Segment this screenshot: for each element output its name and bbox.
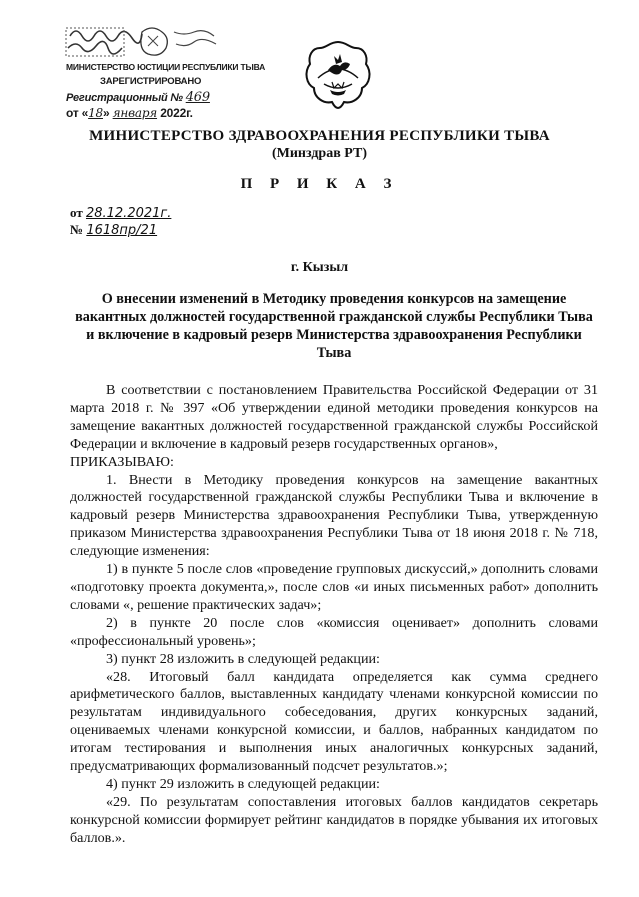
body-paragraph: 4) пункт 29 изложить в следующей редакции: — [106, 775, 380, 792]
order-date-label: от — [70, 205, 83, 220]
order-number-value: 1618пр/21 — [86, 223, 158, 238]
coat-of-arms-emblem — [306, 40, 370, 112]
order-number-label: № — [70, 222, 84, 237]
city-name: г. Кызыл — [290, 260, 349, 275]
body-paragraph: 1. Внести в Методику проведения конкурсов на замещение вакантных должностей государственной гражданской службы Республики Тыва и включение в кадровый резерв Министерства здравоохранения Республики Тыва, утвержденную приказом Министерства здравоохранения Республики Тыва от 18 июня 2018 г. № 718, следующие изменения: — [70, 471, 598, 560]
body-paragraph-order-word: ПРИКАЗЫВАЮ: — [70, 453, 174, 470]
order-date-value: 28.12.2021г. — [85, 206, 172, 221]
stamp-date-line — [66, 106, 193, 120]
order-number-line — [70, 222, 157, 238]
body-paragraph: «29. По результатам сопоставления итоговых баллов кандидатов секретарь конкурсной комиссии формирует рейтинг кандидатов в порядке убывания их итоговых баллов.». — [70, 793, 598, 846]
stamp-registration-number: 469 — [185, 90, 210, 105]
stamp-date-day: 18 — [88, 106, 103, 120]
body-paragraph: 3) пункт 28 изложить в следующей редакции: — [106, 650, 380, 667]
stamp-date-month: января — [112, 106, 158, 120]
body-paragraph: «28. Итоговый балл кандидата определяется как сумма среднего арифметического баллов, выставленных кандидату членами конкурсной комиссии по результатам индивидуального собеседования, других конкурсных заданий, оцениваемых членами конкурсной комиссии, и баллов, набранных кандидатом по итогам тестирования и выполнения иных аналогичных конкурсных заданий, предусматривающих формализованный подсчет результатов.»; — [70, 668, 598, 775]
stamp-registration-number-line — [66, 90, 210, 105]
registration-stamp — [62, 22, 266, 126]
body-paragraph: 1) в пункте 5 после слов «проведение групповых дискуссий,» дополнить словами «подготовку проекта документа,», после слов «и иных письменных работ» дополнить словами «, решение практических задач»; — [70, 561, 598, 613]
body-paragraph: 2) в пункте 20 после слов «комиссия оценивает» дополнить словами «профессиональный уровень»; — [70, 614, 598, 649]
stamp-registration-label: Регистрационный № — [66, 92, 183, 104]
order-date-line — [70, 205, 171, 221]
stamp-date-year: 2022г. — [160, 106, 193, 120]
stamp-date-label: от « — [66, 106, 89, 120]
document-body — [70, 382, 598, 848]
ministry-abbreviation: (Минздрав РТ) — [271, 146, 368, 161]
order-title: П Р И К А З — [240, 176, 399, 192]
stamp-date-separator: » — [103, 106, 110, 120]
document-title: О внесении изменений в Методику проведения конкурсов на замещение вакантных должностей государственной гражданской службы Республики Тыва и включение в кадровый резерв Министерства здравоохранения Республики Тыва — [75, 291, 593, 361]
stamp-ministry-line: МИНИСТЕРСТВО ЮСТИЦИИ РЕСПУБЛИКИ ТЫВА — [66, 62, 266, 72]
stamp-registered-line: ЗАРЕГИСТРИРОВАНО — [100, 76, 202, 87]
ministry-name: МИНИСТЕРСТВО ЗДРАВООХРАНЕНИЯ РЕСПУБЛИКИ ТЫВА — [89, 128, 550, 144]
body-paragraph: В соответствии с постановлением Правительства Российской Федерации от 31 марта 2018 г. № 397 «Об утверждении единой методики проведения конкурсов на замещение вакантных должностей государственной гражданской службы Российской Федерации и включение в кадровый резерв государственных органов», — [70, 382, 598, 452]
